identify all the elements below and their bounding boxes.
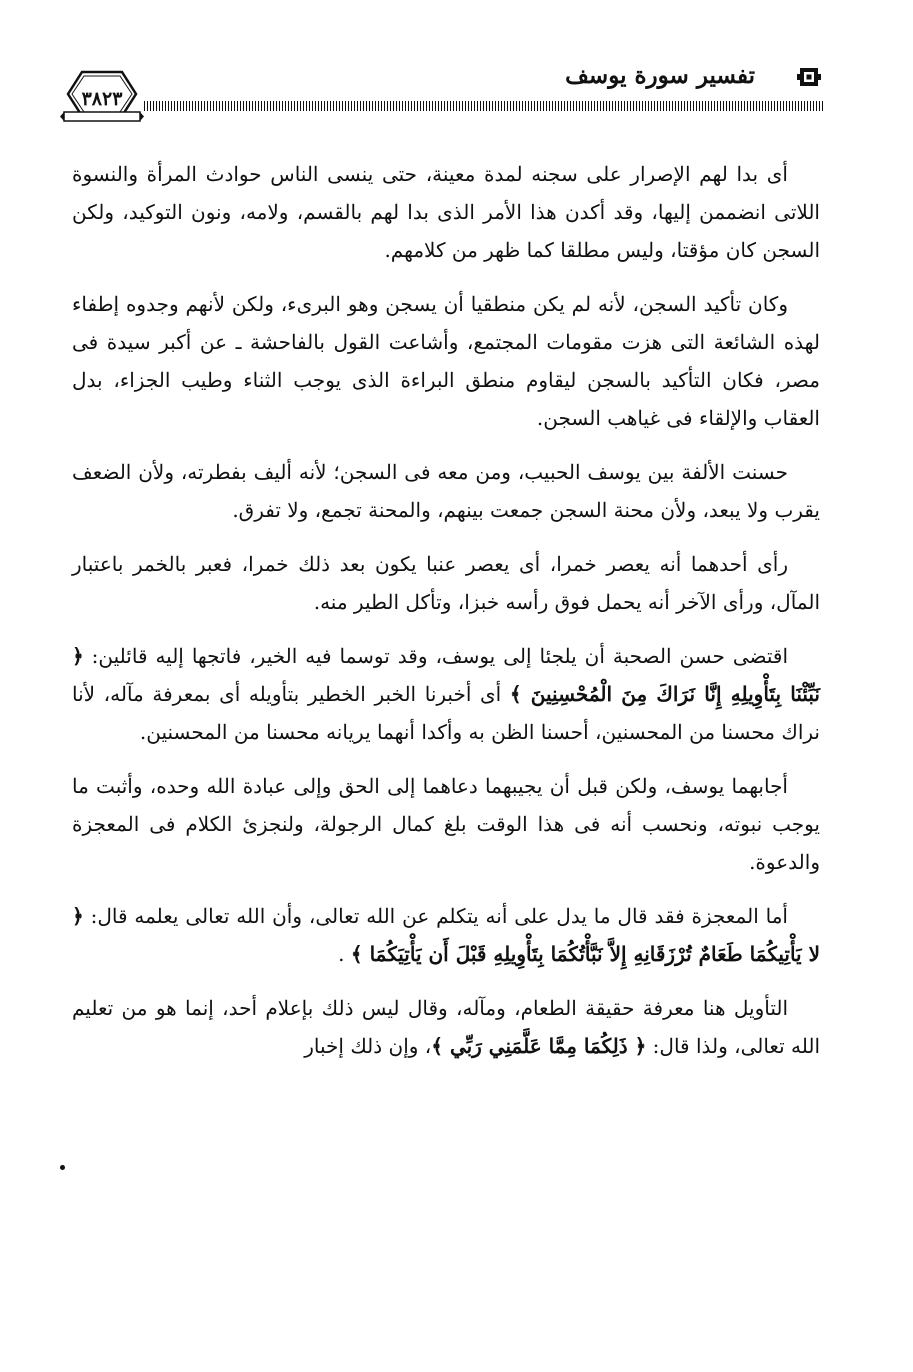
paragraph-7-text-a: أما المعجزة فقد قال ما يدل على أنه يتكلم عن الله تعالى، وأن الله تعالى يعلمه قال: xyxy=(90,904,788,928)
paragraph-1: أى بدا لهم الإصرار على سجنه لمدة معينة، حتى ينسى الناس حوادث المرأة والنسوة اللاتى انضممن إليها، وقد أكدن هذا الأمر الذى بدا لهم بالقسم، ولامه، ونون التوكيد، ولكن السجن كان مؤقتا، وليس مطلقا كما ظهر من كلامهم. xyxy=(72,162,820,262)
quran-verse: ﴿ لا يَأْتِيكُمَا طَعَامٌ تُرْزَقَانِهِ إِلاَّ نَبَّأْتُكُمَا بِتَأْوِيلِهِ قَبْلَ أَن يَأْتِيَكُمَا ﴾ xyxy=(72,904,820,966)
paragraph-5-text-b: أى أخبرنا الخبر الخطير بتأويله أى بمعرفة مآله، لأنا نراك محسنا من المحسنين، أحسنا الظن به وأكدا أنهما يريانه محسنا من المحسنين. xyxy=(72,682,820,744)
paragraph-8 xyxy=(72,989,820,1065)
paragraph-7 xyxy=(72,897,820,973)
quran-verse: ﴿ ذَلِكُمَا مِمَّا عَلَّمَنِي رَبِّي ﴾ xyxy=(431,1034,647,1058)
paragraph-4: رأى أحدهما أنه يعصر خمرا، أى يعصر عنبا يكون بعد ذلك خمرا، فعبر بالخمر باعتبار المآل، ورأى الآخر أنه يحمل فوق رأسه خبزا، وتأكل الطير منه. xyxy=(72,552,820,614)
page-body xyxy=(72,155,820,1081)
page-number: ٣٨٢٣ xyxy=(81,88,123,110)
paragraph-7-text-b: . xyxy=(338,942,345,966)
ornament-icon xyxy=(797,64,821,90)
quran-verse: ﴿ نَبِّئْنَا بِتَأْوِيلِهِ إِنَّا نَرَاكَ مِنَ الْمُحْسِنِينَ ﴾ xyxy=(72,644,821,706)
page-header xyxy=(60,40,825,150)
paragraph-3: حسنت الألفة بين يوسف الحبيب، ومن معه فى السجن؛ لأنه أليف بفطرته، ولأن الضعف يقرب ولا يبعد، ولأن محنة السجن جمعت بينهم، والمحنة تجمع، ولا تفرق. xyxy=(72,460,820,522)
paragraph-5-text-a: اقتضى حسن الصحبة أن يلجئا إلى يوسف، وقد توسما فيه الخير، فاتجها إليه قائلين: xyxy=(91,644,788,668)
paragraph-2: وكان تأكيد السجن، لأنه لم يكن منطقيا أن يسجن وهو البرىء، ولكن لأنهم وجدوه إطفاء لهذه الشائعة التى هزت مقومات المجتمع، وأشاعت القول بالفاحشة ـ عن أكبر سيدة فى مصر، فكان التأكيد بالسجن ليقاوم منطق البراءة الذى يوجب الثناء وطيب الجزاء، بدل العقاب والإلقاء فى غياهب السجن. xyxy=(72,292,820,430)
paragraph-8-text-b: ، وإن ذلك إخبار xyxy=(304,1034,432,1058)
page-number-badge xyxy=(60,58,144,130)
paragraph-5 xyxy=(72,637,820,751)
margin-dot xyxy=(60,1165,65,1170)
page-title: تفسير سورة يوسف xyxy=(565,62,755,89)
paragraph-6: أجابهما يوسف، ولكن قبل أن يجيبهما دعاهما إلى الحق وإلى عبادة الله وحده، وأثبت ما يوجب نبوته، ونحسب أنه فى هذا الوقت بلغ كمال الرجولة، ولنجزئ الكلام فى المعجزة والدعوة. xyxy=(72,774,820,874)
header-rule xyxy=(144,101,825,111)
paragraph-8-text-a: التأويل هنا معرفة حقيقة الطعام، ومآله، وقال ليس ذلك بإعلام أحد، إنما هو من تعليم الله تعالى، ولذا قال: xyxy=(72,996,820,1058)
